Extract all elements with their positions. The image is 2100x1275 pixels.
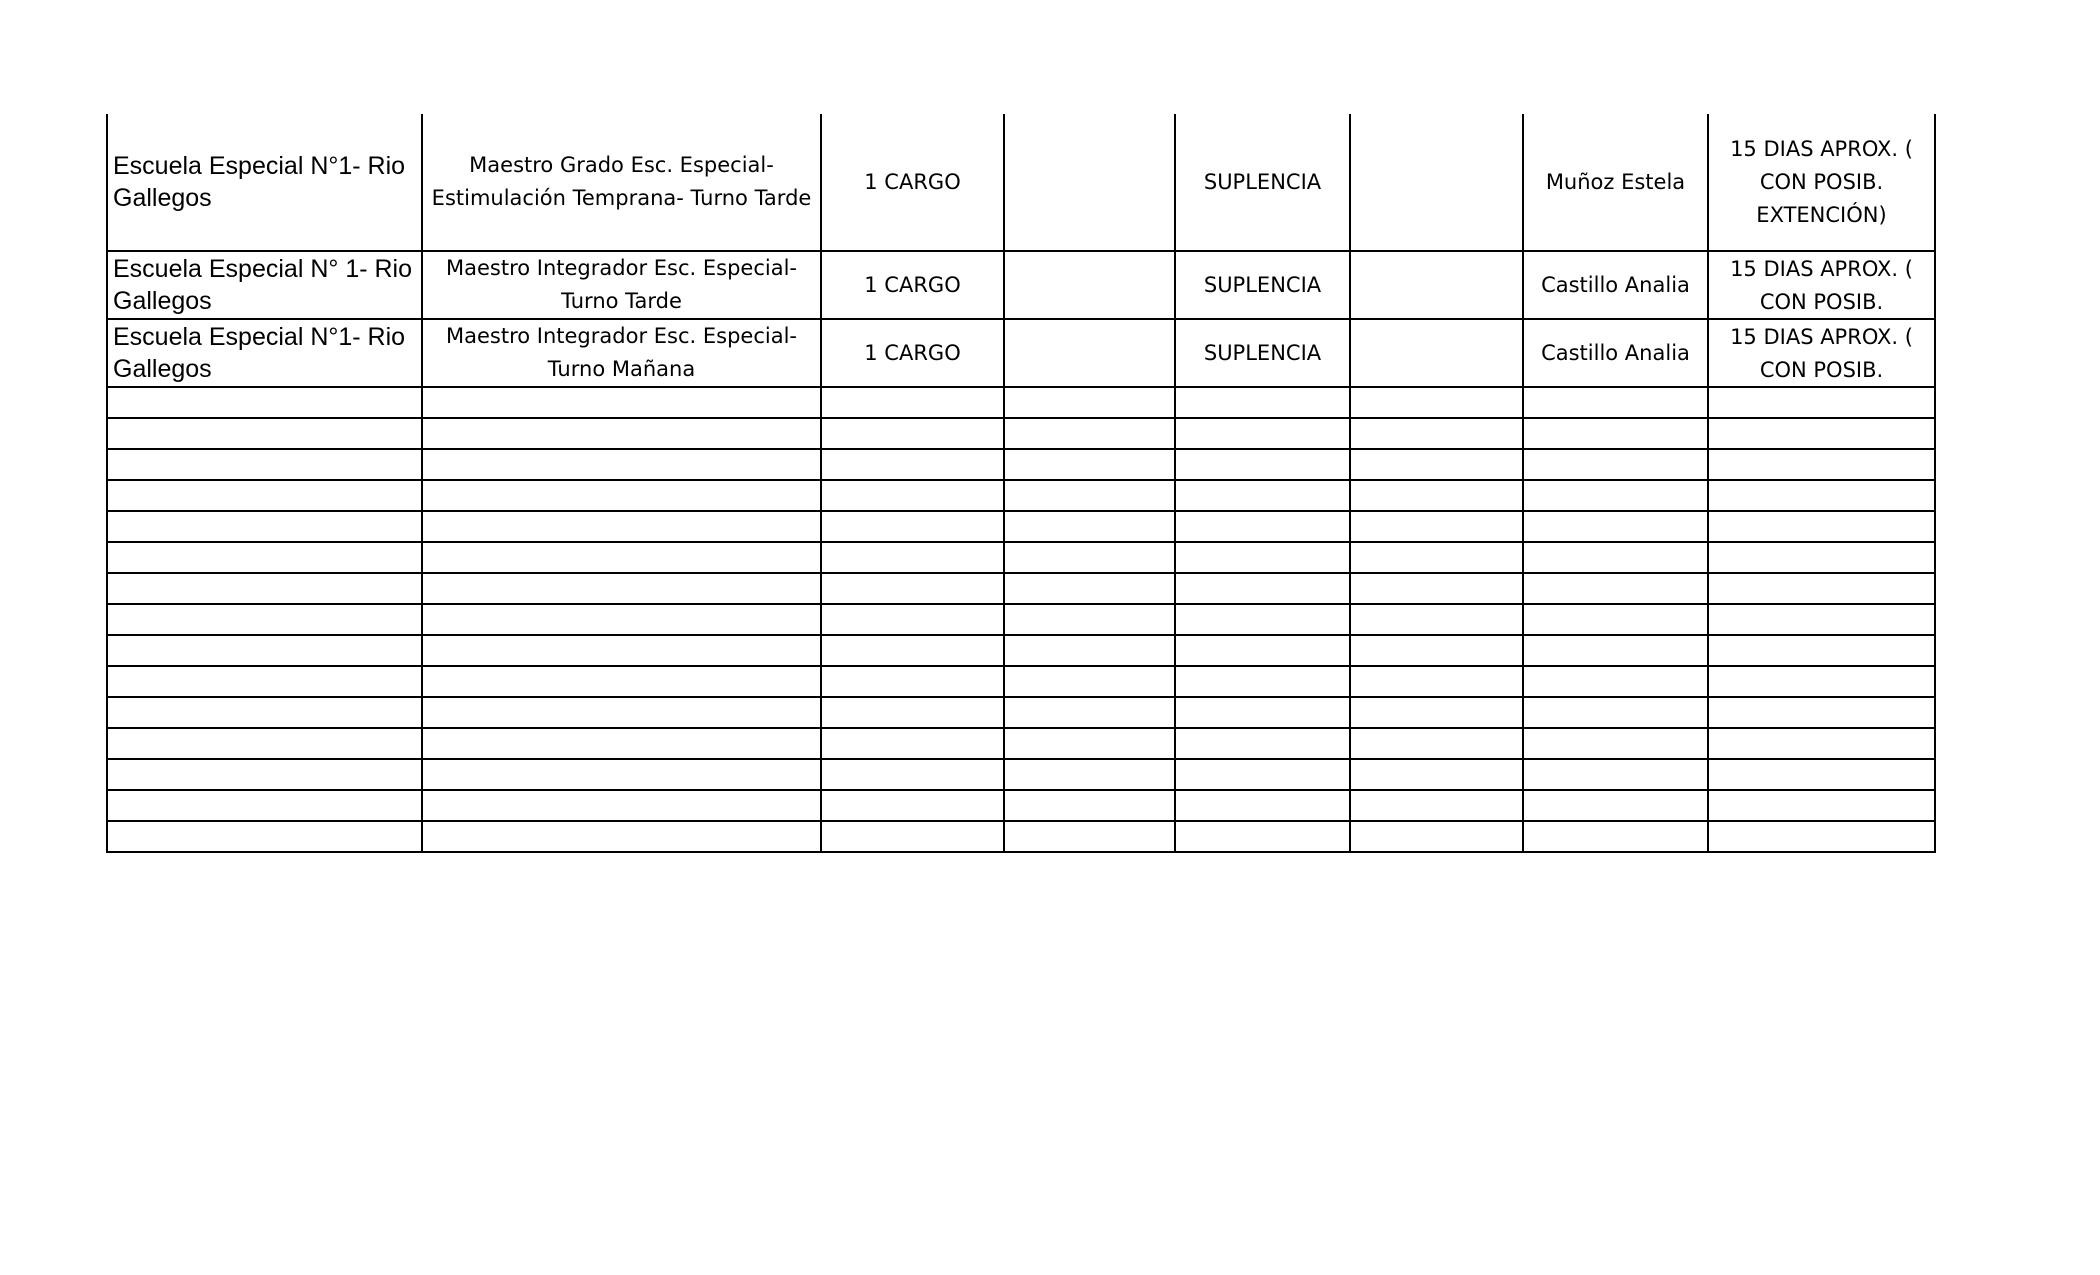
empty-cell <box>1004 821 1175 852</box>
empty-cell <box>422 759 821 790</box>
empty-cell <box>1350 573 1523 604</box>
empty-cell <box>1708 449 1935 480</box>
empty-cell <box>1523 635 1708 666</box>
empty-cell <box>422 790 821 821</box>
empty-cell <box>1523 387 1708 418</box>
empty-row <box>107 635 1935 666</box>
position-cell: Maestro Integrador Esc. Especial- Turno Tarde <box>422 251 821 319</box>
empty-cell <box>1523 418 1708 449</box>
empty-cell <box>1523 821 1708 852</box>
empty-cell <box>1175 604 1350 635</box>
empty-cell <box>1004 790 1175 821</box>
empty-row <box>107 511 1935 542</box>
holder-cell: Castillo Analia <box>1523 251 1708 319</box>
empty-cell <box>821 790 1004 821</box>
type-cell: SUPLENCIA <box>1175 251 1350 319</box>
empty-cell <box>1350 511 1523 542</box>
empty-cell <box>1350 728 1523 759</box>
empty-cell <box>821 728 1004 759</box>
empty-cell <box>1350 449 1523 480</box>
quantity-cell: 1 CARGO <box>821 251 1004 319</box>
empty-cell <box>107 418 422 449</box>
empty-cell <box>821 480 1004 511</box>
empty-cell <box>1004 666 1175 697</box>
empty-cell <box>1708 387 1935 418</box>
empty-cell <box>107 604 422 635</box>
vacancy-table <box>106 114 1936 853</box>
empty-cell <box>1708 728 1935 759</box>
empty-cell <box>1175 511 1350 542</box>
empty-cell <box>422 635 821 666</box>
empty-cell <box>1708 480 1935 511</box>
empty-cell <box>1708 821 1935 852</box>
empty-cell <box>821 387 1004 418</box>
empty-cell <box>1350 697 1523 728</box>
holder-cell: Castillo Analia <box>1523 319 1708 387</box>
empty-cell <box>1350 418 1523 449</box>
empty-cell <box>1175 542 1350 573</box>
empty-cell <box>1004 418 1175 449</box>
empty-cell <box>1350 480 1523 511</box>
empty-cell <box>1175 821 1350 852</box>
duration-text: 15 DIAS APROX. ( CON POSIB. <box>1730 257 1913 314</box>
school-cell: Escuela Especial N°1- Rio Gallegos <box>107 319 422 387</box>
empty-row <box>107 418 1935 449</box>
empty-cell <box>1004 449 1175 480</box>
empty-cell <box>1350 319 1523 387</box>
empty-cell <box>821 573 1004 604</box>
empty-cell <box>107 728 422 759</box>
empty-cell <box>107 573 422 604</box>
empty-cell <box>1175 728 1350 759</box>
empty-cell <box>1708 790 1935 821</box>
empty-cell <box>1350 635 1523 666</box>
empty-cell <box>422 449 821 480</box>
empty-cell <box>1350 759 1523 790</box>
empty-cell <box>107 480 422 511</box>
empty-cell <box>1004 573 1175 604</box>
empty-cell <box>821 635 1004 666</box>
empty-cell <box>821 759 1004 790</box>
empty-cell <box>1175 635 1350 666</box>
empty-cell <box>1523 697 1708 728</box>
empty-cell <box>422 666 821 697</box>
empty-cell <box>1004 251 1175 319</box>
empty-cell <box>821 697 1004 728</box>
quantity-cell: 1 CARGO <box>821 319 1004 387</box>
empty-cell <box>1350 790 1523 821</box>
empty-cell <box>1175 759 1350 790</box>
empty-cell <box>107 790 422 821</box>
empty-cell <box>107 697 422 728</box>
empty-cell <box>422 542 821 573</box>
empty-cell <box>1708 759 1935 790</box>
empty-cell <box>107 759 422 790</box>
empty-row <box>107 728 1935 759</box>
empty-cell <box>1523 511 1708 542</box>
empty-row <box>107 542 1935 573</box>
empty-cell <box>1523 542 1708 573</box>
position-cell: Maestro Integrador Esc. Especial- Turno Mañana <box>422 319 821 387</box>
empty-cell <box>1175 573 1350 604</box>
empty-cell <box>1708 542 1935 573</box>
empty-row <box>107 573 1935 604</box>
empty-row <box>107 449 1935 480</box>
empty-cell <box>1175 666 1350 697</box>
empty-cell <box>1350 542 1523 573</box>
duration-cell: 15 DIAS APROX. ( CON POSIB. EXTENCIÓN) <box>1708 114 1935 251</box>
empty-cell <box>1708 511 1935 542</box>
table-row <box>107 251 1935 319</box>
empty-cell <box>422 604 821 635</box>
empty-cell <box>1004 511 1175 542</box>
empty-cell <box>1350 821 1523 852</box>
empty-cell <box>1523 759 1708 790</box>
empty-cell <box>821 542 1004 573</box>
empty-cell <box>422 573 821 604</box>
empty-cell <box>1523 449 1708 480</box>
empty-cell <box>107 821 422 852</box>
empty-cell <box>1523 480 1708 511</box>
empty-row <box>107 604 1935 635</box>
empty-cell <box>821 821 1004 852</box>
empty-cell <box>1708 573 1935 604</box>
empty-row <box>107 821 1935 852</box>
empty-cell <box>1004 114 1175 251</box>
school-cell: Escuela Especial N°1- Rio Gallegos <box>107 114 422 251</box>
empty-cell <box>1350 387 1523 418</box>
empty-cell <box>821 511 1004 542</box>
empty-cell <box>1004 542 1175 573</box>
empty-cell <box>1523 790 1708 821</box>
duration-cell <box>1708 251 1935 319</box>
empty-cell <box>1350 666 1523 697</box>
empty-cell <box>1523 573 1708 604</box>
empty-cell <box>1004 480 1175 511</box>
empty-row <box>107 387 1935 418</box>
quantity-cell: 1 CARGO <box>821 114 1004 251</box>
empty-cell <box>422 387 821 418</box>
empty-cell <box>107 511 422 542</box>
empty-cell <box>1175 480 1350 511</box>
empty-cell <box>1175 418 1350 449</box>
empty-row <box>107 790 1935 821</box>
empty-cell <box>422 418 821 449</box>
empty-cell <box>1004 697 1175 728</box>
empty-cell <box>821 449 1004 480</box>
empty-cell <box>1175 449 1350 480</box>
empty-cell <box>1523 728 1708 759</box>
empty-cell <box>422 511 821 542</box>
type-cell: SUPLENCIA <box>1175 319 1350 387</box>
empty-cell <box>1523 604 1708 635</box>
empty-cell <box>1350 251 1523 319</box>
empty-cell <box>422 821 821 852</box>
empty-cell <box>1004 728 1175 759</box>
empty-cell <box>422 480 821 511</box>
empty-cell <box>1175 790 1350 821</box>
empty-cell <box>1004 319 1175 387</box>
empty-row <box>107 697 1935 728</box>
empty-cell <box>422 697 821 728</box>
empty-cell <box>1708 604 1935 635</box>
empty-cell <box>1523 666 1708 697</box>
empty-cell <box>821 604 1004 635</box>
empty-cell <box>1175 387 1350 418</box>
empty-cell <box>107 635 422 666</box>
empty-cell <box>1708 697 1935 728</box>
empty-cell <box>107 666 422 697</box>
empty-row <box>107 666 1935 697</box>
empty-cell <box>1004 387 1175 418</box>
type-cell: SUPLENCIA <box>1175 114 1350 251</box>
empty-row <box>107 480 1935 511</box>
empty-cell <box>1708 635 1935 666</box>
empty-cell <box>821 418 1004 449</box>
empty-cell <box>1350 604 1523 635</box>
empty-cell <box>1708 666 1935 697</box>
duration-text: 15 DIAS APROX. ( CON POSIB. <box>1730 325 1913 382</box>
empty-cell <box>1175 697 1350 728</box>
empty-cell <box>1350 114 1523 251</box>
school-cell: Escuela Especial N° 1- Rio Gallegos <box>107 251 422 319</box>
empty-cell <box>1004 635 1175 666</box>
empty-cell <box>107 387 422 418</box>
table-row <box>107 319 1935 387</box>
empty-cell <box>422 728 821 759</box>
holder-cell: Muñoz Estela <box>1523 114 1708 251</box>
empty-cell <box>1708 418 1935 449</box>
empty-cell <box>1004 604 1175 635</box>
empty-cell <box>821 666 1004 697</box>
empty-cell <box>107 449 422 480</box>
empty-cell <box>1004 759 1175 790</box>
position-cell: Maestro Grado Esc. Especial- Estimulación Temprana- Turno Tarde <box>422 114 821 251</box>
table-row <box>107 114 1935 251</box>
empty-row <box>107 759 1935 790</box>
empty-cell <box>107 542 422 573</box>
duration-cell <box>1708 319 1935 387</box>
